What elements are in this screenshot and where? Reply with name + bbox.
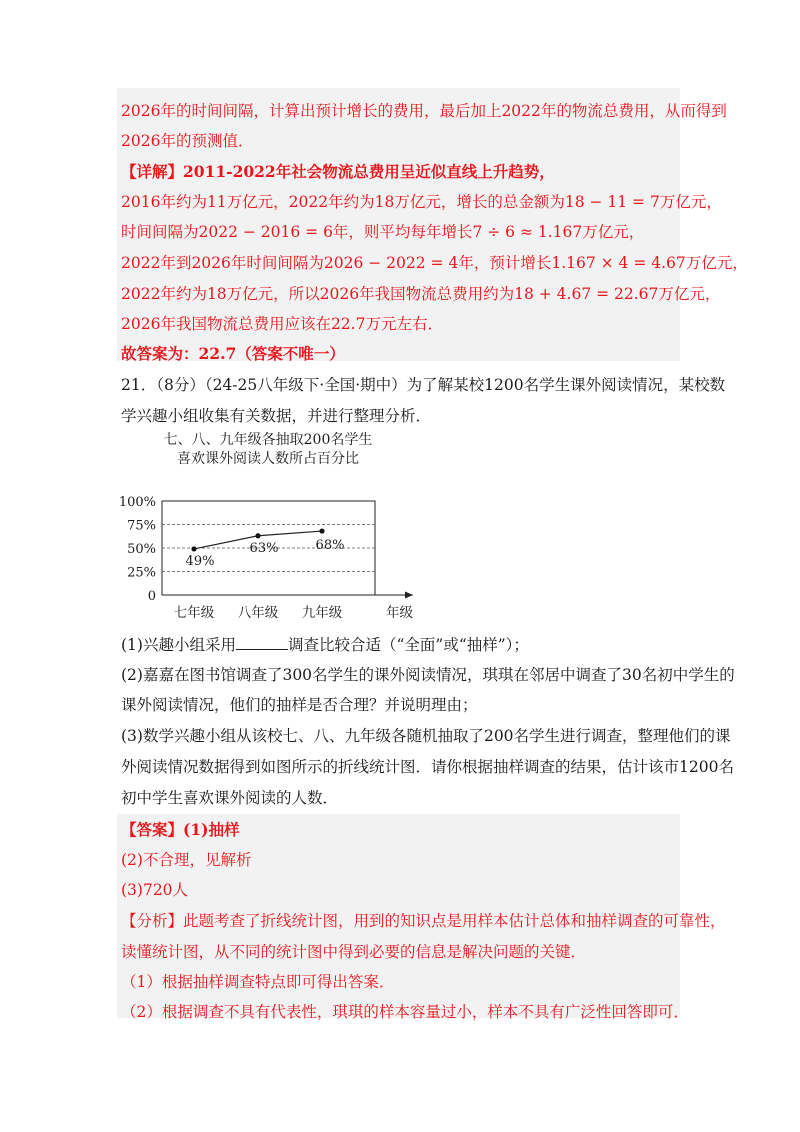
question-intro-1: 21．（8分）（24-25八年级下·全国·期中）为了解某校1200名学生课外阅读情况，某校数 <box>121 376 726 394</box>
data-label: 63% <box>249 540 279 556</box>
analysis-line-4: （2）根据调查不具有代表性，琪琪的样本容量过小，样本不具有广泛性回答即可． <box>121 1003 689 1021</box>
chart-title-line-1: 七、八、九年级各抽取200名学生 <box>163 432 373 448</box>
y-tick-label: 25% <box>127 565 156 581</box>
detail-line-6: 2022年到2026年时间间隔为2026 − 2022 = 4年，预计增长1.167 × 4 = 4.67万亿元， <box>121 254 748 272</box>
question-3-line-2: 外阅读情况数据得到如图所示的折线统计图．请你根据抽样调查的结果，估计该市1200名 <box>121 758 734 776</box>
analysis-line-3: （1）根据抽样调查特点即可得出答案． <box>121 973 395 991</box>
question-3-line-1: (3)数学兴趣小组从该校七、八、九年级各随机抽取了200名学生进行调查，整理他们的课 <box>121 727 731 745</box>
detail-line-1: 2026年的时间间隔，计算出预计增长的费用，最后加上2022年的物流总费用，从而得到 <box>121 102 727 120</box>
answer-line-3: (3)720人 <box>121 881 189 899</box>
analysis-line-2: 读懂统计图，从不同的统计图中得到必要的信息是解决问题的关键． <box>121 943 587 961</box>
x-tick-label: 七年级 <box>173 605 215 621</box>
data-point <box>191 546 196 551</box>
answer-line-2: (2)不合理，见解析 <box>121 851 252 869</box>
answer-blank <box>236 635 288 650</box>
chart-title-line-2: 喜欢课外阅读人数所占百分比 <box>177 451 359 467</box>
x-axis-label: 年级 <box>386 605 413 621</box>
question-intro-2: 学兴趣小组收集有关数据，并进行整理分析． <box>121 407 432 425</box>
question-3-line-3: 初中学生喜欢课外阅读的人数． <box>121 789 339 807</box>
x-tick-label: 九年级 <box>301 605 343 621</box>
data-point <box>319 528 324 533</box>
line-chart <box>110 425 430 625</box>
question-1-suffix: 调查比较合适（“全面”或“抽样”）； <box>287 636 529 654</box>
question-1-prefix: (1)兴趣小组采用 <box>121 636 236 654</box>
y-tick-label: 0 <box>147 589 156 604</box>
detail-line-5: 时间间隔为2022 − 2016 = 6年，则平均每年增长7 ÷ 6 ≈ 1.167万亿元， <box>121 223 645 241</box>
x-axis-arrow <box>405 592 413 599</box>
analysis-line-1: 【分析】此题考查了折线统计图，用到的知识点是用样本估计总体和抽样调查的可靠性， <box>121 912 726 930</box>
detail-line-4: 2016年约为11万亿元，2022年约为18万亿元，增长的总金额为18 − 11 = 7万亿元， <box>121 193 722 211</box>
detail-line-8: 2026年我国物流总费用应该在22.7万元左右． <box>121 315 443 333</box>
detail-line-3: 【详解】2011-2022年社会物流总费用呈近似直线上升趋势， <box>121 162 555 181</box>
question-1 <box>121 633 529 655</box>
detail-line-7: 2022年约为18万亿元，所以2026年我国物流总费用约为18 + 4.67 = 22.67万亿元， <box>121 285 721 303</box>
chart-plot-area <box>119 495 414 621</box>
data-label: 49% <box>185 553 215 569</box>
question-2-line-2: 课外阅读情况，他们的抽样是否合理？并说明理由； <box>121 696 478 714</box>
y-tick-label: 100% <box>118 495 156 510</box>
y-tick-label: 75% <box>127 518 156 534</box>
answer-line-1: 【答案】(1)抽样 <box>121 820 240 839</box>
x-tick-label: 八年级 <box>237 605 279 621</box>
data-point <box>255 533 260 538</box>
data-label: 68% <box>315 538 345 554</box>
question-2-line-1: (2)嘉嘉在图书馆调查了300名学生的课外阅读情况，琪琪在邻居中调查了30名初中学生的 <box>121 666 735 684</box>
detail-line-2: 2026年的预测值． <box>121 132 254 150</box>
detail-conclusion: 故答案为：22.7（答案不唯一） <box>121 344 345 363</box>
y-tick-label: 50% <box>127 542 156 557</box>
